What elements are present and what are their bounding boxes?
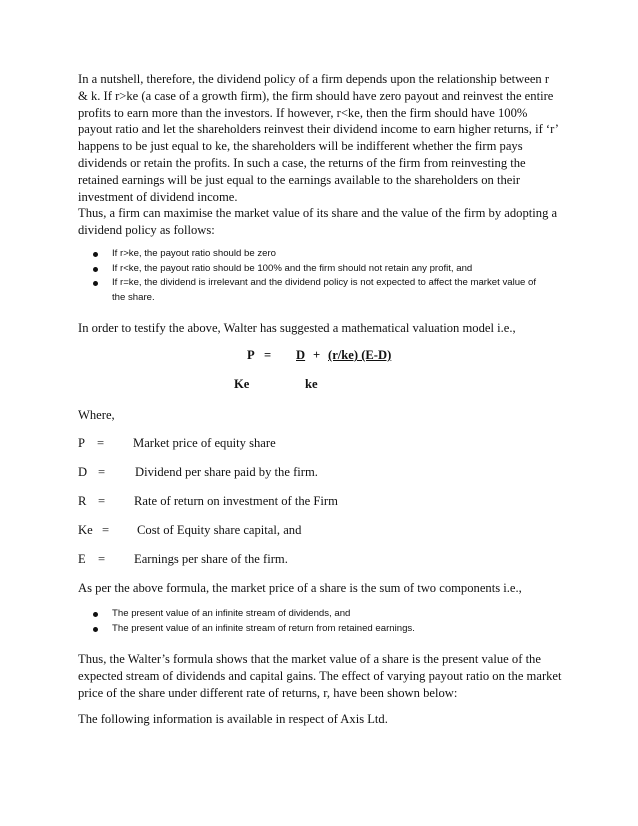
formula-plus: +	[313, 348, 321, 362]
definition-symbol: R	[78, 494, 87, 508]
bullet-icon	[93, 252, 98, 257]
list-item: The present value of an infinite stream of return from retained earnings.	[78, 622, 562, 637]
list-item: If r>ke, the payout ratio should be zero	[78, 247, 562, 262]
policy-bullet-list	[78, 247, 562, 305]
definition-equals: =	[102, 523, 110, 537]
definition-equals: =	[98, 465, 106, 479]
list-item: If r=ke, the dividend is irrelevant and the dividend policy is not expected to affect the market value of the share.	[78, 276, 562, 305]
definition-row	[78, 552, 558, 570]
paragraph-two-components: As per the above formula, the market price of a share is the sum of two components i.e.,	[78, 581, 522, 595]
definition-row	[78, 494, 558, 512]
definition-row	[78, 436, 558, 454]
where-label: Where,	[78, 408, 115, 422]
component-bullet-list	[78, 607, 562, 636]
definition-text: Earnings per share of the firm.	[134, 552, 288, 566]
definition-row	[78, 465, 558, 483]
paragraph-axis-info: The following information is available in respect of Axis Ltd.	[78, 712, 388, 726]
bullet-icon	[93, 627, 98, 632]
formula-dividend: D	[296, 348, 306, 362]
definition-text: Cost of Equity share capital, and	[137, 523, 302, 537]
formula-equals: =	[264, 348, 272, 362]
list-item: The present value of an infinite stream of dividends, and	[78, 607, 562, 622]
bullet-icon	[93, 281, 98, 286]
definition-text: Rate of return on investment of the Firm	[134, 494, 338, 508]
formula-denominator-ke: Ke	[234, 377, 250, 391]
definition-text: Market price of equity share	[133, 436, 276, 450]
paragraph-maximise-value: Thus, a firm can maximise the market value of its share and the value of the firm by adopting a dividend policy as follows:	[78, 206, 558, 237]
definition-equals: =	[98, 494, 106, 508]
bullet-icon	[93, 267, 98, 272]
definition-equals: =	[97, 436, 105, 450]
definition-symbol: Ke	[78, 523, 93, 537]
definition-symbol: E	[78, 552, 86, 566]
definition-row	[78, 523, 558, 541]
paragraph-walter-model: In order to testify the above, Walter has suggested a mathematical valuation model i.e.,	[78, 321, 516, 335]
definition-equals: =	[98, 552, 106, 566]
paragraph-walter-conclusion: Thus, the Walter’s formula shows that the market value of a share is the present value of the expected stream of dividends and capital gains. The effect of varying payout ratio on the market price of the share under different rate of returns, r, have been shown below:	[78, 652, 562, 700]
formula-retained-term: (r/ke) (E-D)	[328, 348, 392, 362]
formula-lhs: P	[247, 348, 255, 362]
definition-text: Dividend per share paid by the firm.	[135, 465, 318, 479]
paragraph-dividend-policy: In a nutshell, therefore, the dividend policy of a firm depends upon the relationship between r & k. If r>ke (a case of a growth firm), the firm should have zero payout and reinvest the entire profits to earn more than the investors. If however, r<ke, then the firm should have 100% payout ratio and let the shareholders reinvest their dividend income to earn higher returns, if ‘r’ happens to be just equal to ke, the shareholders will be indifferent whether the firm pays dividends or retain the profits. In such a case, the returns of the firm from reinvesting the retained earnings will be just equal to the earnings available to the shareholders on their investment of dividend income.	[78, 72, 559, 204]
definition-symbol: P	[78, 436, 86, 450]
list-item: If r<ke, the payout ratio should be 100% and the firm should not retain any profit, and	[78, 262, 562, 277]
definition-symbol: D	[78, 465, 88, 479]
formula-denominator-ke-2: ke	[305, 377, 318, 391]
bullet-icon	[93, 612, 98, 617]
